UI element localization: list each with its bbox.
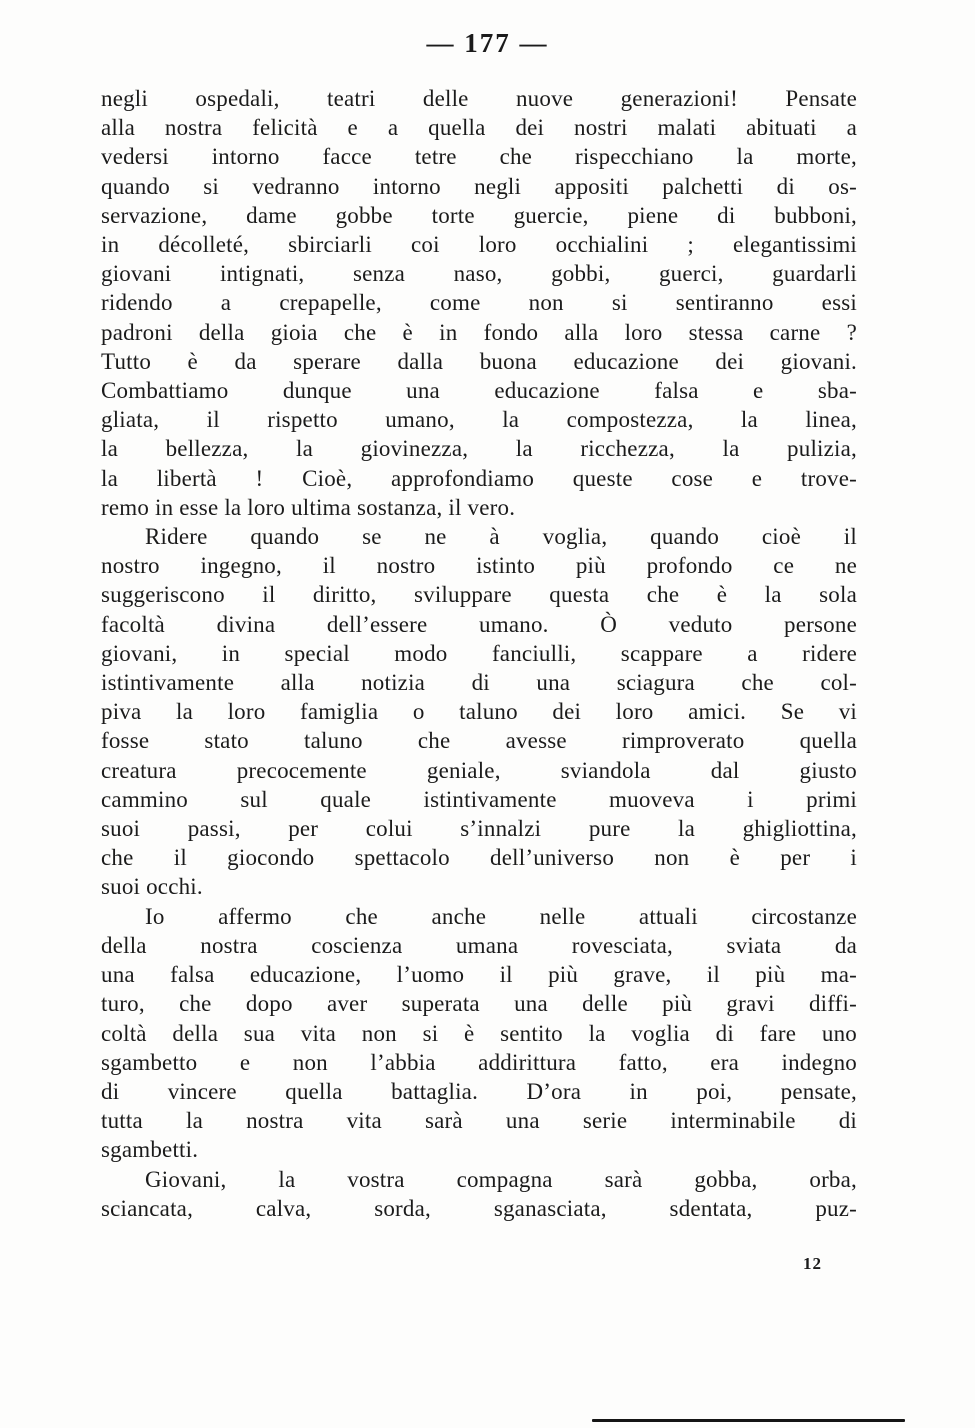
text-line: padroni della gioia che è in fondo alla loro stessa carne ? bbox=[101, 319, 857, 345]
text-line: Ridere quando se ne à voglia, quando cioè il bbox=[145, 524, 857, 550]
text-line: sciancata, calva, sorda, sganasciata, sdentata, puz- bbox=[101, 1195, 857, 1221]
text-line: sgambetto e non l’abbia addirittura fatto, era indegno bbox=[101, 1049, 857, 1075]
text-line: ridendo a crepapelle, come non si sentiranno essi bbox=[101, 290, 857, 316]
text-line: la bellezza, la giovinezza, la ricchezza, la pulizia, bbox=[101, 436, 857, 462]
text-line: alla nostra felicità e a quella dei nostri malati abituati a bbox=[101, 115, 857, 141]
text-line: turo, che dopo aver superata una delle più gravi diffi- bbox=[101, 991, 857, 1017]
text-line: Io affermo che anche nelle attuali circostanze bbox=[145, 903, 857, 929]
text-line: fosse stato taluno che avesse rimproverato quella bbox=[101, 728, 857, 754]
signature-number: 12 bbox=[803, 1254, 822, 1273]
text-line: suggeriscono il diritto, sviluppare questa che è la sola bbox=[101, 582, 857, 608]
text-line: la libertà ! Cioè, approfondiamo queste cose e trove- bbox=[101, 465, 857, 491]
text-line: coltà della sua vita non si è sentito la voglia di fare uno bbox=[101, 1020, 857, 1046]
text-line: di vincere quella battaglia. D’ora in poi, pensate, bbox=[101, 1078, 857, 1104]
text-line: tutta la nostra vita sarà una serie interminabile di bbox=[101, 1108, 857, 1134]
text-line: che il giocondo spettacolo dell’universo non è per i bbox=[101, 845, 857, 871]
text-line: in décolleté, sbirciarli coi loro occhialini ; elegantissimi bbox=[101, 232, 857, 258]
text-line: della nostra coscienza umana rovesciata, sviata da bbox=[101, 932, 857, 958]
text-line: una falsa educazione, l’uomo il più grave, il più ma- bbox=[101, 962, 857, 988]
text-line: Combattiamo dunque una educazione falsa e sba- bbox=[101, 378, 857, 404]
text-line: facoltà divina dell’essere umano. Ò veduto persone bbox=[101, 611, 857, 637]
text-line: remo in esse la loro ultima sostanza, il vero. bbox=[101, 494, 516, 520]
text-line: Giovani, la vostra compagna sarà gobba, orba, bbox=[145, 1166, 857, 1192]
text-line: creatura precocemente geniale, sviandola dal giusto bbox=[101, 757, 857, 783]
text-line: giovani, in special modo fanciulli, scappare a ridere bbox=[101, 640, 857, 666]
text-line: quando si vedranno intorno negli appositi palchetti di os- bbox=[101, 173, 857, 199]
text-line: piva la loro famiglia o taluno dei loro amici. Se vi bbox=[101, 699, 857, 725]
text-line: nostro ingegno, il nostro istinto più profondo ce ne bbox=[101, 553, 857, 579]
text-line: vedersi intorno facce tetre che rispecchiano la morte, bbox=[101, 144, 857, 170]
text-line: sgambetti. bbox=[101, 1137, 199, 1163]
text-line: suoi occhi. bbox=[101, 874, 203, 900]
text-line: gliata, il rispetto umano, la compostezza, la linea, bbox=[101, 407, 857, 433]
text-line: suoi passi, per colui s’innalzi pure la ghigliottina, bbox=[101, 816, 857, 842]
text-line: giovani intignati, senza naso, gobbi, guerci, guardarli bbox=[101, 261, 857, 287]
scan-artifact-line bbox=[592, 1419, 905, 1422]
text-line: istintivamente alla notizia di una sciagura che col- bbox=[101, 670, 857, 696]
text-line: negli ospedali, teatri delle nuove generazioni! Pensate bbox=[101, 86, 857, 111]
text-line: cammino sul quale istintivamente muoveva i primi bbox=[101, 786, 857, 812]
text-line: servazione, dame gobbe torte guercie, piene di bubboni, bbox=[101, 202, 857, 228]
page-text bbox=[101, 84, 857, 1223]
page-number: — 177 — bbox=[426, 28, 549, 58]
text-line: Tutto è da sperare dalla buona educazione dei giovani. bbox=[101, 348, 857, 374]
